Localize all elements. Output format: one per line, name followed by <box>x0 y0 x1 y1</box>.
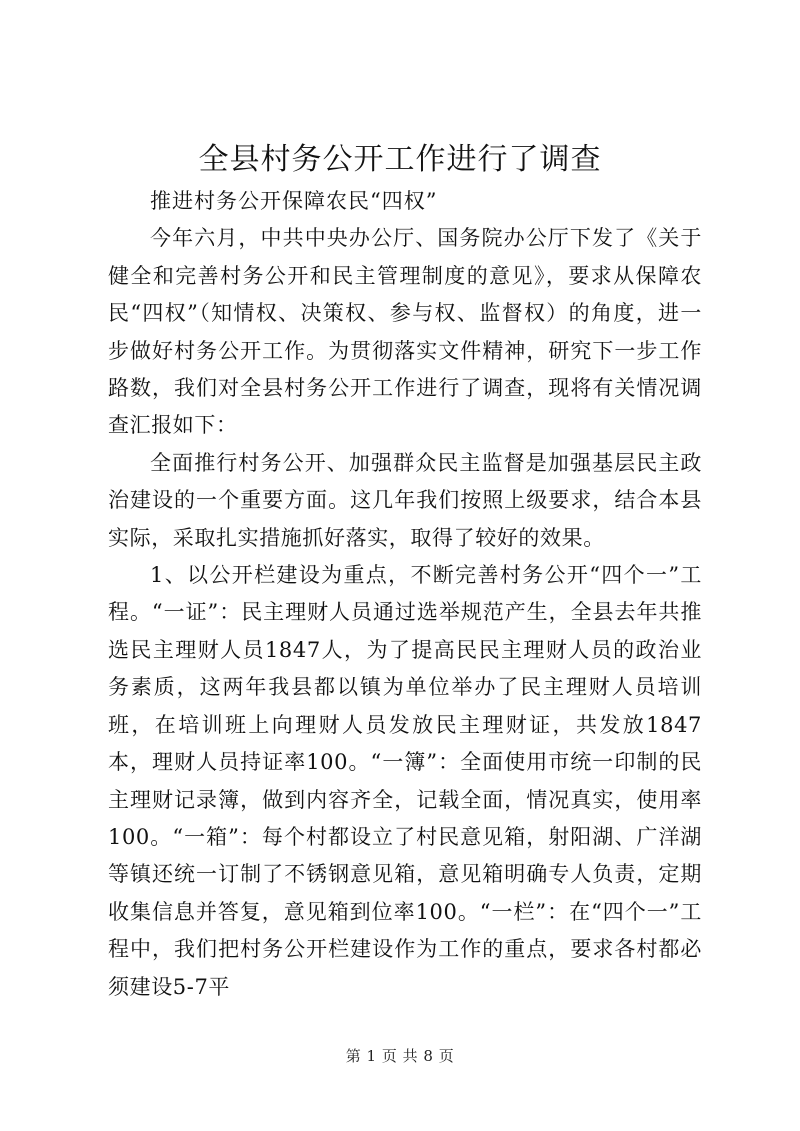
page-footer: 第 1 页 共 8 页 <box>345 1047 455 1065</box>
document-title: 全县村务公开工作进行了调查 <box>198 142 602 177</box>
body-paragraph: 1、以公开栏建设为重点，不断完善村务公开“四个一”工程。“一证”：民主理财人员通过选举规范产生，全县去年共推选民主理财人员1847人，为了提高民民主理财人员的政治业务素质，这两年我县都以镇为单位举办了民主理财人员培训班，在培训班上向理财人员发放民主理财证，共发放1847本，理财人员持证率100。“一簿”：全面使用市统一印制的民主理财记录簿，做到内容齐全，记载全面，情况真实，使用率100。“一箱”：每个村都设立了村民意见箱，射阳湖、广洋湖等镇还统一订制了不锈钢意见箱，意见箱明确专人负责，定期收集信息并答复，意见箱到位率100。“一栏”：在“四个一”工程中，我们把村务公开栏建设作为工作的重点，要求各村都必须建设5-7平 <box>108 563 702 999</box>
body-paragraph: 今年六月，中共中央办公厅、国务院办公厅下发了《关于健全和完善村务公开和民主管理制度的意见》，要求从保障农民“四权”（知情权、决策权、参与权、监督权）的角度，进一步做好村务公开工作。为贯彻落实文件精神，研究下一步工作路数，我们对全县村务公开工作进行了调查，现将有关情况调查汇报如下： <box>108 226 702 438</box>
body-paragraph: 全面推行村务公开、加强群众民主监督是加强基层民主政治建设的一个重要方面。这几年我们按照上级要求，结合本县实际，采取扎实措施抓好落实，取得了较好的效果。 <box>108 450 702 550</box>
document-body <box>108 183 702 1006</box>
subtitle-paragraph: 推进村务公开保障农民“四权” <box>150 189 438 213</box>
